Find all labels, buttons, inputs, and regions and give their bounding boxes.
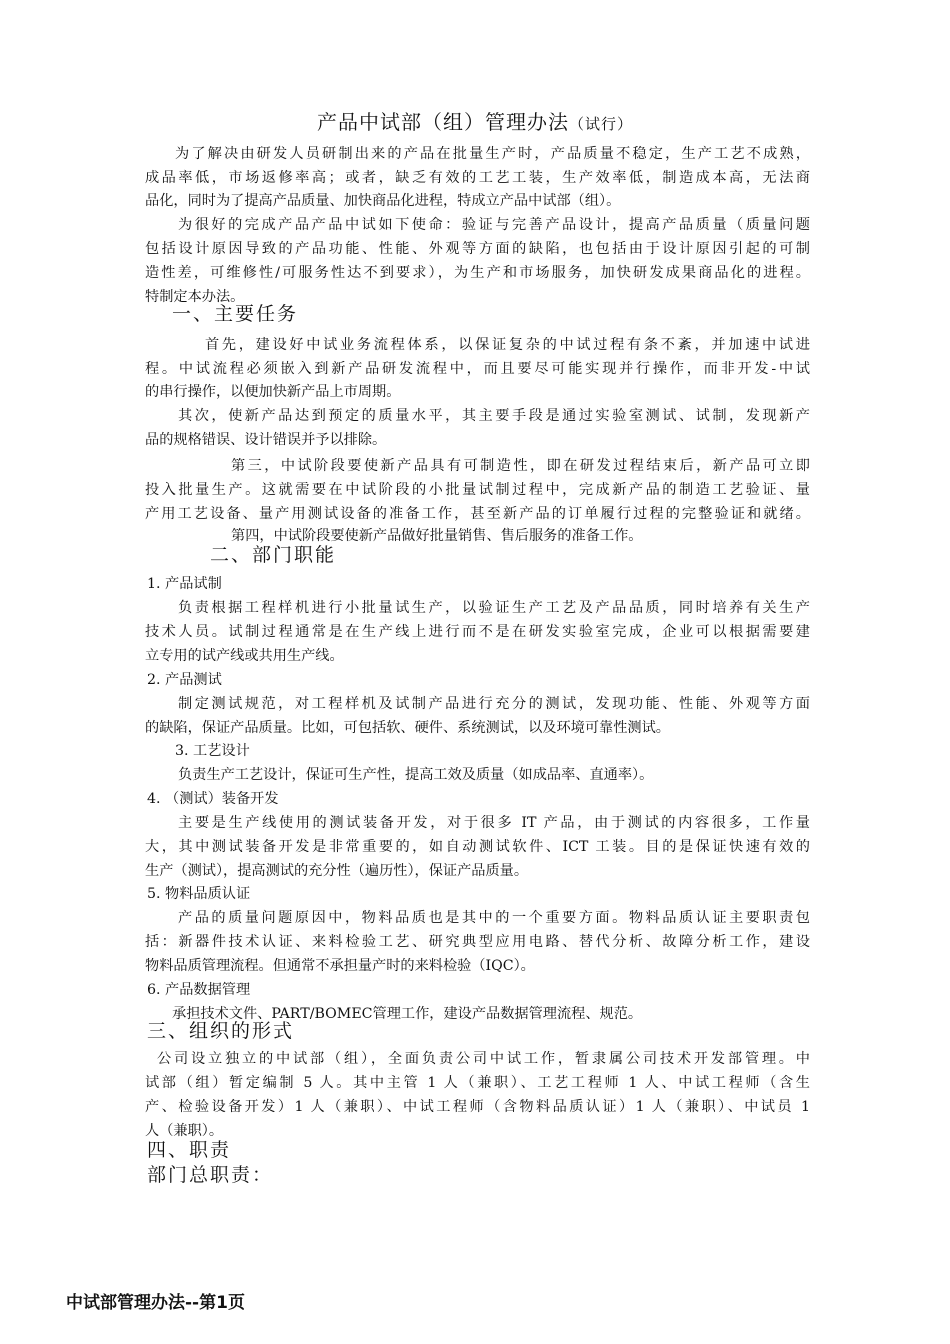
page-footer: 中试部管理办法--第1页: [66, 1293, 245, 1313]
paragraph-line: 括：新器件技术认证、来料检验工艺、研究典型应用电路、替代分析、故障分析工作，建设: [145, 934, 810, 950]
paragraph-line: 首先，建设好中试业务流程体系，以保证复杂的中试过程有条不紊，并加速中试进: [205, 337, 810, 353]
paragraph-line: 物料品质管理流程。但通常不承担量产时的来料检验（IQC）。: [145, 958, 535, 974]
paragraph-line: 大，其中测试装备开发是非常重要的，如自动测试软件、ICT 工装。目的是保证快速有效的: [145, 839, 810, 855]
subsection-heading: 部门总职责：: [147, 1164, 274, 1186]
section-heading: 四、职责: [147, 1139, 232, 1161]
paragraph-line: 负责根据工程样机进行小批量试生产，以验证生产工艺及产品品质，同时培养有关生产: [178, 600, 810, 616]
list-item-label: 3. 工艺设计: [175, 743, 250, 759]
paragraph-line: 立专用的试产线或共用生产线。: [145, 648, 344, 664]
paragraph-line: 其次，使新产品达到预定的质量水平，其主要手段是通过实验室测试、试制，发现新产: [178, 408, 810, 424]
section-heading: 三、组织的形式: [147, 1020, 295, 1042]
section-heading: 二、部门职能: [210, 544, 337, 566]
paragraph-line: 主要是生产线使用的测试装备开发，对于很多 IT 产品，由于测试的内容很多，工作量: [178, 815, 810, 831]
intro-line: 包括设计原因导致的产品功能、性能、外观等方面的缺陷，也包括由于设计原因引起的可制: [145, 241, 810, 257]
paragraph-line: 人（兼职）。: [145, 1123, 224, 1139]
paragraph-line: 公司设立独立的中试部（组），全面负责公司中试工作，暂隶属公司技术开发部管理。中: [157, 1051, 810, 1067]
paragraph-line: 生产（测试），提高测试的充分性（遍历性），保证产品质量。: [145, 863, 529, 879]
paragraph-line: 投入批量生产。这就需要在中试阶段的小批量试制过程中，完成新产品的制造工艺验证、量: [145, 482, 810, 498]
paragraph-line: 产品的质量问题原因中，物料品质也是其中的一个重要方面。物料品质认证主要职责包: [178, 910, 810, 926]
paragraph-line: 制定测试规范，对工程样机及试制产品进行充分的测试，发现功能、性能、外观等方面: [178, 696, 810, 712]
paragraph-line: 负责生产工艺设计，保证可生产性，提高工效及质量（如成品率、直通率）。: [178, 767, 654, 783]
list-item-label: 1. 产品试制: [147, 576, 222, 592]
paragraph-line: 品的规格错误、设计错误并予以排除。: [145, 432, 387, 448]
list-item-label: 2. 产品测试: [147, 672, 222, 688]
list-item-label: 4. （测试）装备开发: [147, 791, 279, 807]
paragraph-line: 第四，中试阶段要使新产品做好批量销售、售后服务的准备工作。: [231, 528, 643, 544]
paragraph-line: 试部（组）暂定编制 5 人。其中主管 1 人（兼职）、工艺工程师 1 人、中试工程师（含生: [145, 1075, 810, 1091]
paragraph-line: 程。中试流程必须嵌入到新产品研发流程中，而且要尽可能实现并行操作，而非开发-中试: [145, 361, 810, 377]
document-title: 产品中试部（组）管理办法（试行）: [316, 110, 633, 134]
paragraph-line: 产用工艺设备、量产用测试设备的准备工作，甚至新产品的订单履行过程的完整验证和就绪。: [145, 506, 810, 522]
intro-line: 品化，同时为了提高产品质量、加快商品化进程，特成立产品中试部（组）。: [145, 193, 621, 209]
intro-line: 为了解决由研发人员研制出来的产品在批量生产时，产品质量不稳定，生产工艺不成熟，: [175, 146, 810, 162]
paragraph-line: 第三，中试阶段要使新产品具有可制造性，即在研发过程结束后，新产品可立即: [231, 458, 810, 474]
intro-line: 成品率低，市场返修率高；或者，缺乏有效的工艺工装，生产效率低，制造成本高，无法商: [145, 170, 810, 186]
section-heading: 一、主要任务: [172, 303, 299, 325]
paragraph-line: 的串行操作，以便加快新产品上市周期。: [145, 384, 401, 400]
intro-line: 特制定本办法。: [145, 289, 245, 305]
paragraph-line: 承担技术文件、PART/BOMEC管理工作，建设产品数据管理流程、规范。: [172, 1006, 643, 1022]
title-suffix: （试行）: [568, 115, 633, 133]
paragraph-line: 产、检验设备开发）1 人（兼职）、中试工程师（含物料品质认证）1 人（兼职）、中试员 1: [145, 1099, 810, 1115]
list-item-label: 5. 物料品质认证: [147, 886, 251, 902]
intro-line: 造性差，可维修性/可服务性达不到要求），为生产和市场服务，加快研发成果商品化的进程。: [145, 265, 810, 281]
paragraph-line: 技术人员。试制过程通常是在生产线上进行而不是在研发实验室完成，企业可以根据需要建: [145, 624, 810, 640]
paragraph-line: 的缺陷，保证产品质量。比如，可包括软、硬件、系统测试，以及环境可靠性测试。: [145, 720, 670, 736]
intro-line: 为很好的完成产品产品中试如下使命：验证与完善产品设计，提高产品质量（质量问题: [178, 217, 810, 233]
list-item-label: 6. 产品数据管理: [147, 982, 251, 998]
